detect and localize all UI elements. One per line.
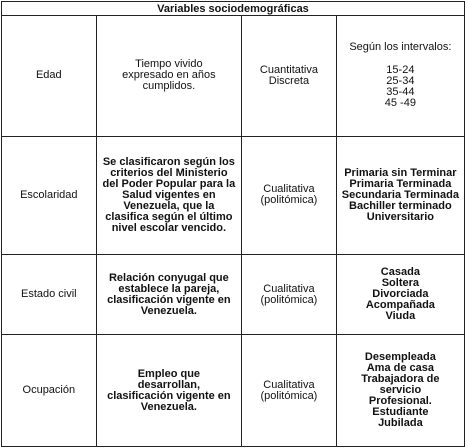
table-row-edad [2,16,465,137]
sociodemographic-variables-table [1,1,465,447]
definition-text: Tiempo vivido expresado en años cumplidos. [122,58,216,93]
definition-cell [96,16,242,137]
scale-list [339,65,462,109]
variable-cell [2,255,97,335]
scale-cell [336,335,464,447]
variable-cell [2,136,97,255]
list-item: Divorciada [372,288,429,301]
type-text: Cuantitativa Discreta [259,63,318,87]
type-cell [242,255,337,335]
scale-list [339,267,462,322]
scale-list [339,168,462,223]
variable-name: Estado civil [20,288,77,301]
table-header-row [2,2,465,16]
scale-cell [336,16,464,137]
type-text: Cualitativa (politómica) [260,183,318,207]
variable-cell [2,16,97,137]
table-row-escolaridad [2,136,465,255]
scale-heading: Según los intervalos: [349,41,452,54]
definition-text: Se clasificaron según los criterios del Ministerio del Poder Popular para la Salud vigentes en Venezuela, que la clasifica según el último nivel escolar vencido. [102,155,236,234]
type-cell [242,136,337,255]
list-item: Secundaria Terminada [341,188,459,201]
variable-name: Escolaridad [20,188,78,201]
list-item: Primaria Terminada [349,177,452,190]
list-item: Primaria sin Terminar [344,166,457,179]
list-item: 45 -49 [384,97,416,110]
list-item: Universitario [366,210,434,223]
table-row-estado-civil [2,255,465,335]
variable-cell [2,335,97,447]
definition-text: Empleo que desarrollan, clasificación vigente en Venezuela. [107,367,231,413]
list-item: Soltera [381,277,420,290]
list-item: 25-34 [386,75,415,88]
list-item: Desempleada [364,351,436,364]
definition-cell [96,136,242,255]
variable-name: Ocupación [22,384,76,397]
list-item: Trabajadora de servicio Profesional. [361,373,440,408]
list-item: Viuda [385,310,416,323]
list-item: 35-44 [386,86,415,99]
scale-cell [336,255,464,335]
type-text: Cualitativa (politómica) [260,378,318,402]
list-item: Ama de casa [366,362,434,375]
definition-text: Relación conyugal que establece la pareja, clasificación vigente en Venezuela. [107,271,231,317]
table-row-ocupacion [2,335,465,447]
table-title: Variables sociodemográficas [2,2,465,16]
list-item: 15-24 [386,64,415,77]
list-item: Acompañada [365,299,435,312]
type-text: Cualitativa (politómica) [260,282,318,306]
type-cell [242,16,337,137]
list-item: Casada [380,266,420,279]
list-item: Jubilada [378,417,423,430]
list-item: Bachiller terminado [349,199,452,212]
definition-cell [96,255,242,335]
scale-list [339,352,462,429]
scale-cell [336,136,464,255]
type-cell [242,335,337,447]
variable-name: Edad [35,69,62,82]
list-item: Estudiante [372,406,429,419]
definition-cell [96,335,242,447]
